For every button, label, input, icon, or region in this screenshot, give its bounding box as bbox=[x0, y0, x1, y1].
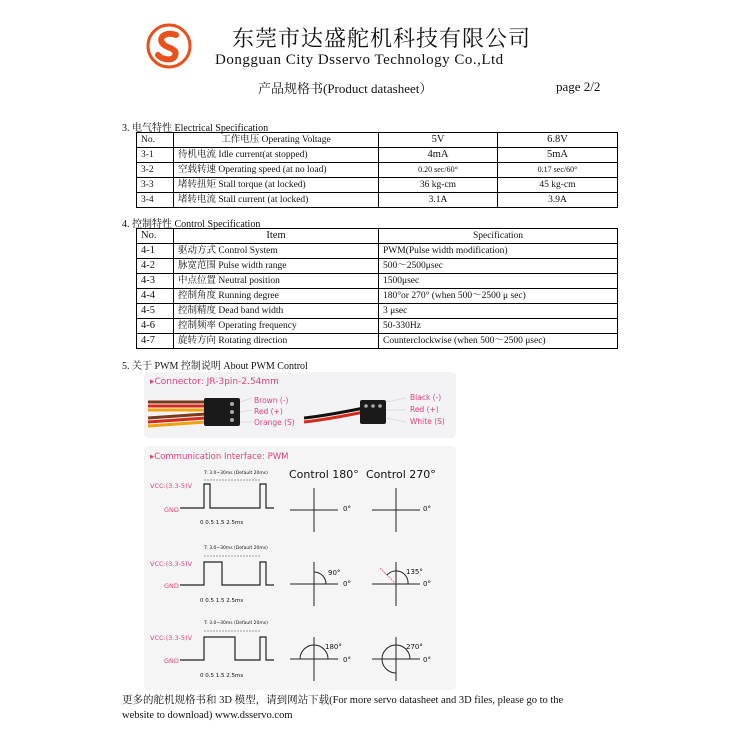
table-cell: PWM(Pulse width modification) bbox=[379, 244, 618, 259]
table-cell: 3.9A bbox=[498, 193, 618, 208]
gnd-label: GND bbox=[164, 582, 179, 590]
angle-label: 0° bbox=[423, 580, 431, 588]
angle-label: 0° bbox=[343, 505, 351, 513]
table-cell: 4-7 bbox=[137, 334, 174, 349]
table-cell: 500～2500μsec bbox=[379, 259, 618, 274]
footer-note bbox=[122, 693, 622, 723]
period-label: T: 3.0~30ms (Default 20ms) bbox=[204, 471, 268, 476]
table-cell: 旋转方向 Rotating direction bbox=[174, 334, 379, 349]
page-number: page 2/2 bbox=[556, 79, 601, 94]
table-cell: 4-4 bbox=[137, 289, 174, 304]
table-header-row bbox=[137, 133, 618, 148]
table-row bbox=[137, 304, 618, 319]
wire-label: Brown (-) bbox=[254, 396, 289, 405]
footer-line-2[interactable]: website to download) www.dsservo.com bbox=[122, 710, 293, 721]
vcc-label: VCC:(3.3-5)V bbox=[150, 634, 193, 642]
table-cell: 4-5 bbox=[137, 304, 174, 319]
table-cell: 3-4 bbox=[137, 193, 174, 208]
pwm-waveform-2 bbox=[180, 552, 275, 592]
table-header-row bbox=[137, 229, 618, 244]
pwm-heading: 5. 关于 PWM 控制说明 About PWM Control bbox=[122, 361, 308, 372]
table-cell: 0.20 sec/60° bbox=[379, 163, 498, 178]
angle-diagram-270-0 bbox=[370, 486, 430, 534]
table-cell: 控制频率 Operating frequency bbox=[174, 319, 379, 334]
angle-label: 0° bbox=[343, 656, 351, 664]
table-row bbox=[137, 148, 618, 163]
table-row bbox=[137, 289, 618, 304]
table-row bbox=[137, 244, 618, 259]
table-cell: 3 μsec bbox=[379, 304, 618, 319]
angle-label: 0° bbox=[423, 505, 431, 513]
gnd-label: GND bbox=[164, 506, 179, 514]
company-logo bbox=[145, 22, 193, 70]
pwm-waveform-1 bbox=[180, 476, 275, 516]
angle-label: 180° bbox=[325, 643, 342, 651]
wire-label: Red (+) bbox=[254, 407, 283, 416]
table-cell: 待机电流 Idle current(at stopped) bbox=[174, 148, 379, 163]
wire-label: Orange (S) bbox=[254, 418, 295, 427]
col-header-180: Control 180° bbox=[289, 468, 359, 481]
angle-label: 135° bbox=[406, 568, 423, 576]
electrical-heading: 3. 电气特性 Electrical Specification bbox=[122, 123, 269, 134]
table-cell: Specification bbox=[379, 229, 618, 244]
table-cell: 空载转速 Operating speed (at no load) bbox=[174, 163, 379, 178]
gnd-label: GND bbox=[164, 657, 179, 665]
table-cell: No. bbox=[137, 133, 174, 148]
period-label: T: 3.0~30ms (Default 20ms) bbox=[204, 546, 268, 551]
table-cell: 1500μsec bbox=[379, 274, 618, 289]
table-row bbox=[137, 274, 618, 289]
table-cell: 4-3 bbox=[137, 274, 174, 289]
table-row bbox=[137, 193, 618, 208]
table-cell: 3-1 bbox=[137, 148, 174, 163]
angle-label: 270° bbox=[406, 643, 423, 651]
table-row bbox=[137, 178, 618, 193]
footer-line-1: 更多的舵机规格书和 3D 模型，请到网站下载(For more servo datasheet and 3D files, please go to the bbox=[122, 695, 564, 706]
vcc-label: VCC:(3.3-5)V bbox=[150, 560, 193, 568]
tick-labels: 0 0.5 1.5 2.5ms bbox=[200, 520, 244, 526]
table-cell: 36 kg-cm bbox=[379, 178, 498, 193]
table-cell: 中点位置 Neutral position bbox=[174, 274, 379, 289]
angle-label: 90° bbox=[328, 569, 341, 577]
wire-label: White (S) bbox=[410, 417, 445, 426]
col-header-270: Control 270° bbox=[366, 468, 436, 481]
wire-legend-left bbox=[254, 395, 295, 428]
table-row bbox=[137, 163, 618, 178]
table-cell: 控制角度 Running degree bbox=[174, 289, 379, 304]
table-cell: 3-3 bbox=[137, 178, 174, 193]
table-cell: 3.1A bbox=[379, 193, 498, 208]
wire-label: Red (+) bbox=[410, 405, 439, 414]
tick-labels: 0 0.5 1.5 2.5ms bbox=[200, 673, 244, 679]
table-cell: 4mA bbox=[379, 148, 498, 163]
table-cell: 控制精度 Dead band width bbox=[174, 304, 379, 319]
angle-label: 0° bbox=[423, 656, 431, 664]
table-cell: 50-330Hz bbox=[379, 319, 618, 334]
table-cell: 45 kg-cm bbox=[498, 178, 618, 193]
table-cell: 驱动方式 Control System bbox=[174, 244, 379, 259]
table-cell: 堵转扭矩 Stall torque (at locked) bbox=[174, 178, 379, 193]
angle-diagram-180-90 bbox=[288, 560, 348, 608]
table-cell: 5V bbox=[379, 133, 498, 148]
interface-label: ▸Communication Interface: PWM bbox=[150, 452, 289, 462]
wire-legend-right bbox=[410, 392, 445, 428]
table-row bbox=[137, 259, 618, 274]
table-cell: 脉宽范围 Pulse width range bbox=[174, 259, 379, 274]
control-table bbox=[136, 228, 618, 349]
table-cell: 4-6 bbox=[137, 319, 174, 334]
table-cell: 4-2 bbox=[137, 259, 174, 274]
angle-diagram-180-0 bbox=[288, 486, 348, 534]
table-cell: 4-1 bbox=[137, 244, 174, 259]
table-cell: 堵转电流 Stall current (at locked) bbox=[174, 193, 379, 208]
table-cell: 5mA bbox=[498, 148, 618, 163]
angle-label: 0° bbox=[343, 580, 351, 588]
table-cell: 工作电压 Operating Voltage bbox=[174, 133, 379, 148]
pwm-waveform-3 bbox=[180, 627, 275, 667]
table-row bbox=[137, 319, 618, 334]
period-label: T: 3.0~30ms (Default 20ms) bbox=[204, 621, 268, 626]
vcc-label: VCC:(3.3-5)V bbox=[150, 482, 193, 490]
document-title: 产品规格书(Product datasheet） bbox=[258, 81, 433, 96]
table-cell: 3-2 bbox=[137, 163, 174, 178]
company-name-en: Dongguan City Dsservo Technology Co.,Ltd bbox=[215, 52, 504, 68]
table-cell: 180°or 270° (when 500～2500 μ sec) bbox=[379, 289, 618, 304]
table-cell: Item bbox=[174, 229, 379, 244]
table-cell: 0.17 sec/60° bbox=[498, 163, 618, 178]
connector-label: ▸Connector: JR-3pin-2.54mm bbox=[150, 377, 279, 387]
tick-labels: 0 0.5 1.5 2.5ms bbox=[200, 598, 244, 604]
electrical-table bbox=[136, 132, 618, 208]
table-cell: 6.8V bbox=[498, 133, 618, 148]
company-name-cn: 东莞市达盛舵机科技有限公司 bbox=[232, 27, 532, 52]
table-row bbox=[137, 334, 618, 349]
table-cell: Counterclockwise (when 500～2500 μsec) bbox=[379, 334, 618, 349]
table-cell: No. bbox=[137, 229, 174, 244]
control-heading: 4. 控制特性 Control Specification bbox=[122, 219, 261, 230]
wire-label: Black (-) bbox=[410, 393, 442, 402]
